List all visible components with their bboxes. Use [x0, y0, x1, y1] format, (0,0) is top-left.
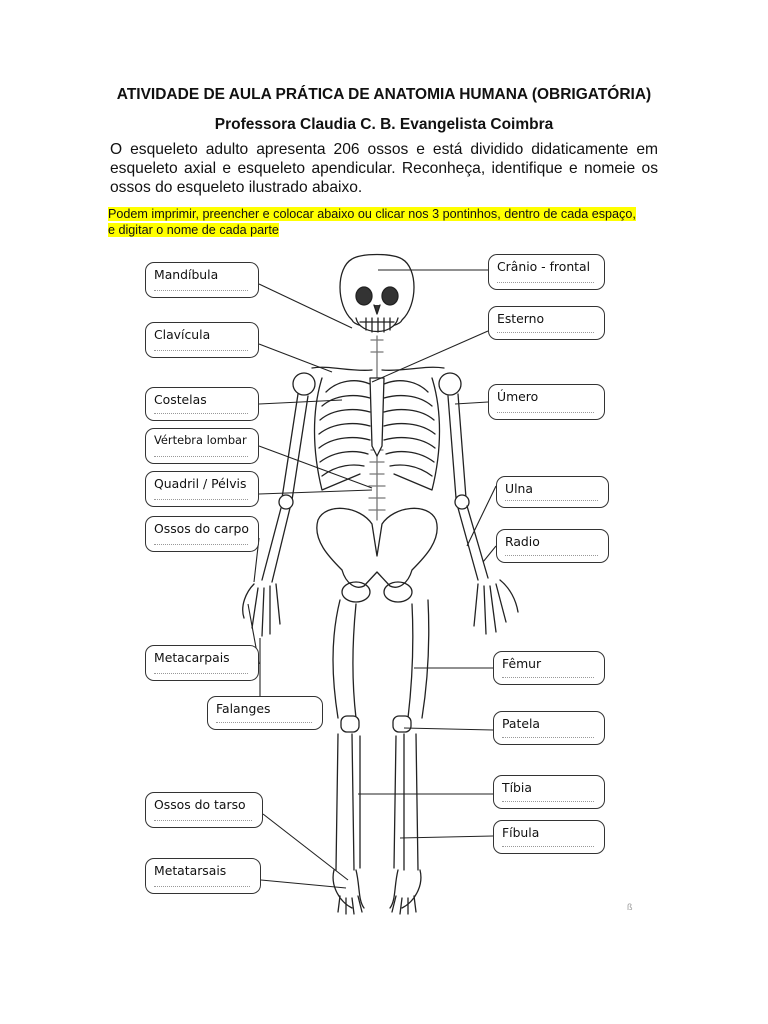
- right-shoulder: [439, 373, 461, 395]
- label-patela-text: Patela: [502, 716, 541, 731]
- label-mandibula-text: Mandíbula: [154, 267, 219, 282]
- label-clavicula-text: Clavícula: [154, 327, 211, 342]
- label-falanges-text: Falanges: [216, 701, 271, 716]
- label-mandibula[interactable]: [145, 262, 259, 298]
- label-umero[interactable]: [488, 384, 605, 420]
- label-falanges[interactable]: [207, 696, 323, 730]
- label-esterno[interactable]: [488, 306, 605, 340]
- label-tibia[interactable]: [493, 775, 605, 809]
- intro-paragraph: O esqueleto adulto apresenta 206 ossos e está dividido didaticamente em esqueleto axial e esqueleto apendicular. Reconheça, identifique e nomeie os ossos do esqueleto ilustrado abaixo.: [110, 141, 658, 196]
- pelvis: [317, 508, 437, 602]
- legs: [333, 600, 429, 914]
- label-quadril-text: Quadril / Pélvis: [154, 476, 247, 491]
- label-carpo-text: Ossos do carpo: [154, 521, 249, 536]
- leader-lines: [248, 270, 496, 888]
- left-shoulder: [293, 373, 315, 395]
- label-clavicula[interactable]: [145, 322, 259, 358]
- label-vertebra-lombar-text: Vértebra lombar: [154, 433, 247, 447]
- label-vertebra-lombar[interactable]: [145, 428, 259, 464]
- label-carpo[interactable]: [145, 516, 259, 552]
- label-fibula-text: Fíbula: [502, 825, 540, 840]
- watermark: ß: [627, 902, 633, 912]
- label-cranio[interactable]: [488, 254, 605, 290]
- label-costelas-text: Costelas: [154, 392, 207, 407]
- skull: [340, 255, 414, 333]
- label-umero-text: Úmero: [497, 389, 539, 404]
- label-tibia-text: Tíbia: [502, 780, 532, 795]
- clavicles: [312, 367, 444, 370]
- page-subtitle: Professora Claudia C. B. Evangelista Coimbra: [214, 116, 554, 133]
- label-costelas[interactable]: [145, 387, 259, 421]
- label-tarso[interactable]: [145, 792, 263, 828]
- label-femur[interactable]: [493, 651, 605, 685]
- label-femur-text: Fêmur: [502, 656, 542, 671]
- label-fibula[interactable]: [493, 820, 605, 854]
- label-ulna-text: Ulna: [505, 481, 533, 496]
- label-radio-text: Radio: [505, 534, 540, 549]
- instruction-line-1: Podem imprimir, preencher e colocar abaixo ou clicar nos 3 pontinhos, dentro de cada espaço,: [108, 207, 636, 221]
- label-radio[interactable]: [496, 529, 609, 563]
- label-metatarsais-text: Metatarsais: [154, 863, 227, 878]
- instruction-line-2: e digitar o nome de cada parte: [108, 223, 279, 237]
- label-patela[interactable]: [493, 711, 605, 745]
- label-metacarpais[interactable]: [145, 645, 259, 681]
- label-ulna[interactable]: [496, 476, 609, 508]
- page-title: ATIVIDADE DE AULA PRÁTICA DE ANATOMIA HUMANA (OBRIGATÓRIA): [116, 86, 652, 103]
- label-esterno-text: Esterno: [497, 311, 545, 326]
- label-metacarpais-text: Metacarpais: [154, 650, 230, 665]
- label-cranio-text: Crânio - frontal: [497, 259, 591, 274]
- label-metatarsais[interactable]: [145, 858, 261, 894]
- label-tarso-text: Ossos do tarso: [154, 797, 246, 812]
- label-quadril[interactable]: [145, 471, 259, 507]
